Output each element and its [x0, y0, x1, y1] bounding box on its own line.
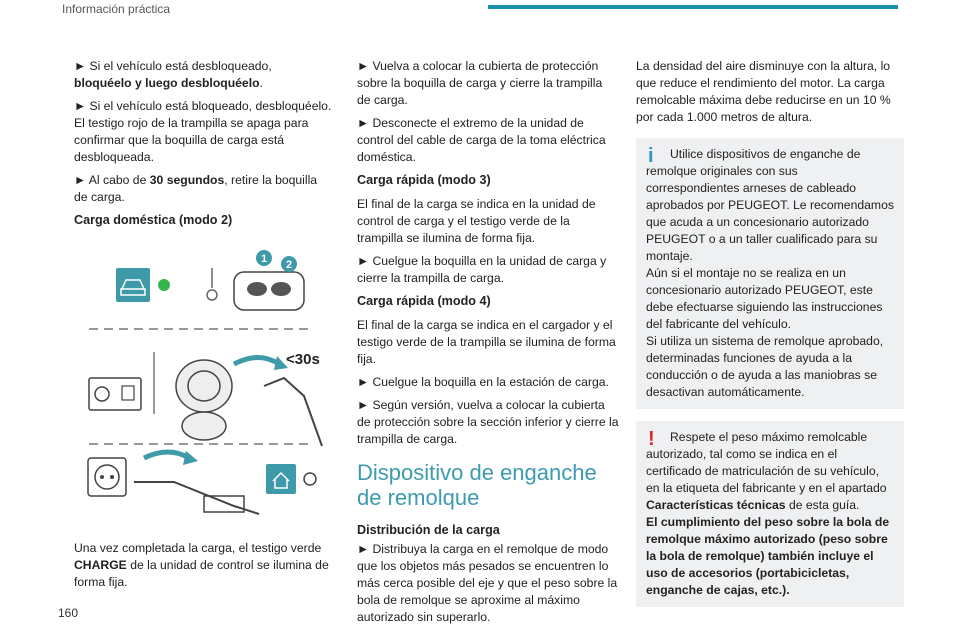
- warning-text: [646, 429, 894, 514]
- text: Respete el peso máximo remolcable autorizado, tal como se indica en el certificado de matriculación de su vehículo, en la etiqueta del fabricante y en el apartado: [646, 430, 887, 495]
- timer-value: 30s: [294, 351, 320, 368]
- paragraph: El final de la carga se indica en la unidad de control de carga y el testigo verde de la trampilla se ilumina de forma fija.: [357, 197, 596, 245]
- arrow-icon: [144, 452, 189, 458]
- bold-text: CHARGE: [74, 558, 127, 572]
- paragraph: [74, 172, 332, 206]
- paragraph: [74, 540, 332, 591]
- timer-label: <30s: [286, 351, 320, 368]
- bold-text: Características técnicas: [646, 498, 786, 512]
- vehicle-icon: [116, 268, 150, 302]
- paragraph: ► Cuelgue la boquilla en la unidad de carga y cierre la trampilla de carga.: [357, 254, 607, 285]
- section-title: Información práctica: [62, 2, 171, 16]
- paragraph: ► Si el vehículo está bloqueado, desbloquéelo. El testigo rojo de la trampilla se apaga para confirmar que la boquilla de carga está desbloqueada.: [74, 99, 332, 164]
- household-socket-icon: [88, 458, 126, 496]
- text: de esta guía.: [785, 498, 860, 512]
- info-text: Aún si el montaje no se realiza en un concesionario autorizado PEUGEOT, este debe efectuarse siguiendo las instrucciones del fabricante del vehículo.: [646, 266, 883, 331]
- charging-plug-icon: [264, 378, 322, 446]
- info-text: Si utiliza un sistema de remolque aprobado, determinadas funciones de ayuda a la conducción o de ayuda a las maniobras se desactivan automáticamente.: [646, 334, 884, 399]
- text: ► Al cabo de: [74, 173, 150, 187]
- charging-socket-icon: [176, 360, 232, 412]
- warning-bold-text: El cumplimiento del peso sobre la bola de remolque máximo autorizado (peso sobre la bola de remolque) también incluye el uso de accesorios (portabicicletas, enganche de cajas, etc.).: [646, 515, 890, 597]
- text: , retire la boquilla de carga.: [74, 173, 318, 204]
- paragraph: [74, 58, 332, 92]
- bold-text: bloquéelo y luego desbloquéelo: [74, 76, 260, 90]
- subheading-mode4: Carga rápida (modo 4): [357, 294, 491, 308]
- plug-icon: [207, 268, 217, 300]
- section-heading: Dispositivo de enganche de remolque: [357, 460, 597, 510]
- green-led-icon: [158, 279, 170, 291]
- badge-1-label: 1: [260, 253, 268, 265]
- warning-note: [636, 421, 904, 607]
- arrow-icon: [234, 358, 279, 365]
- text: .: [259, 76, 263, 90]
- key-fob-icon: [234, 272, 304, 310]
- column-1: [74, 58, 332, 597]
- paragraph: ► Distribuya la carga en el remolque de modo que los objetos más pesados se encuentren lo más cerca posible del eje y que el peso sobre la bola de remolque se aproxime al máximo autorizado sin superarlo.: [357, 542, 618, 624]
- header-accent-bar: [488, 5, 898, 9]
- charging-illustration: [74, 246, 324, 521]
- paragraph: ► Según versión, vuelva a colocar la cubierta de protección sobre la sección inferior y cierre la trampilla de carga.: [357, 398, 619, 446]
- info-note: [636, 138, 904, 409]
- info-icon: i: [648, 145, 654, 167]
- column-3: [636, 58, 904, 615]
- paragraph: ► Vuelva a colocar la cubierta de protección sobre la boquilla de carga y cierre la trampilla de carga.: [357, 59, 603, 107]
- text: Una vez completada la carga, el testigo verde: [74, 541, 322, 555]
- cable-icon: [134, 482, 259, 514]
- text: ► Si el vehículo está desbloqueado,: [74, 59, 272, 73]
- text: de la unidad de control se ilumina de forma fija.: [74, 558, 329, 589]
- column-2: [357, 58, 619, 632]
- paragraph: ► Cuelgue la boquilla en la estación de carga.: [357, 375, 609, 389]
- paragraph: La densidad del aire disminuye con la altura, lo que reduce el rendimiento del motor. La carga remolcable máxima debe reducirse en un 10 % por cada 1.000 metros de altura.: [636, 59, 891, 124]
- bold-text: 30 segundos: [149, 173, 225, 187]
- subheading-mode2: Carga doméstica (modo 2): [74, 213, 233, 227]
- page-number: 160: [58, 606, 79, 620]
- home-icon: [266, 464, 296, 494]
- warning-icon: !: [648, 428, 655, 450]
- paragraph: El final de la carga se indica en el cargador y el testigo verde de la trampilla se ilumina de forma fija.: [357, 318, 616, 366]
- subheading-mode3: Carga rápida (modo 3): [357, 173, 491, 187]
- subheading-distribution: Distribución de la carga: [357, 523, 500, 537]
- paragraph: ► Desconecte el extremo de la unidad de control del cable de carga de la toma eléctrica doméstica.: [357, 116, 606, 164]
- led-off-icon: [304, 473, 316, 485]
- badge-2-label: 2: [285, 259, 293, 271]
- control-unit-icon: [89, 378, 141, 410]
- info-text: Utilice dispositivos de enganche de remolque originales con sus correspondientes arneses de cableado aprobados por PEUGEOT. Le recomendamos que acuda a un concesionario autorizado PEUGEOT o a un taller cualificado para su montaje.: [646, 147, 894, 263]
